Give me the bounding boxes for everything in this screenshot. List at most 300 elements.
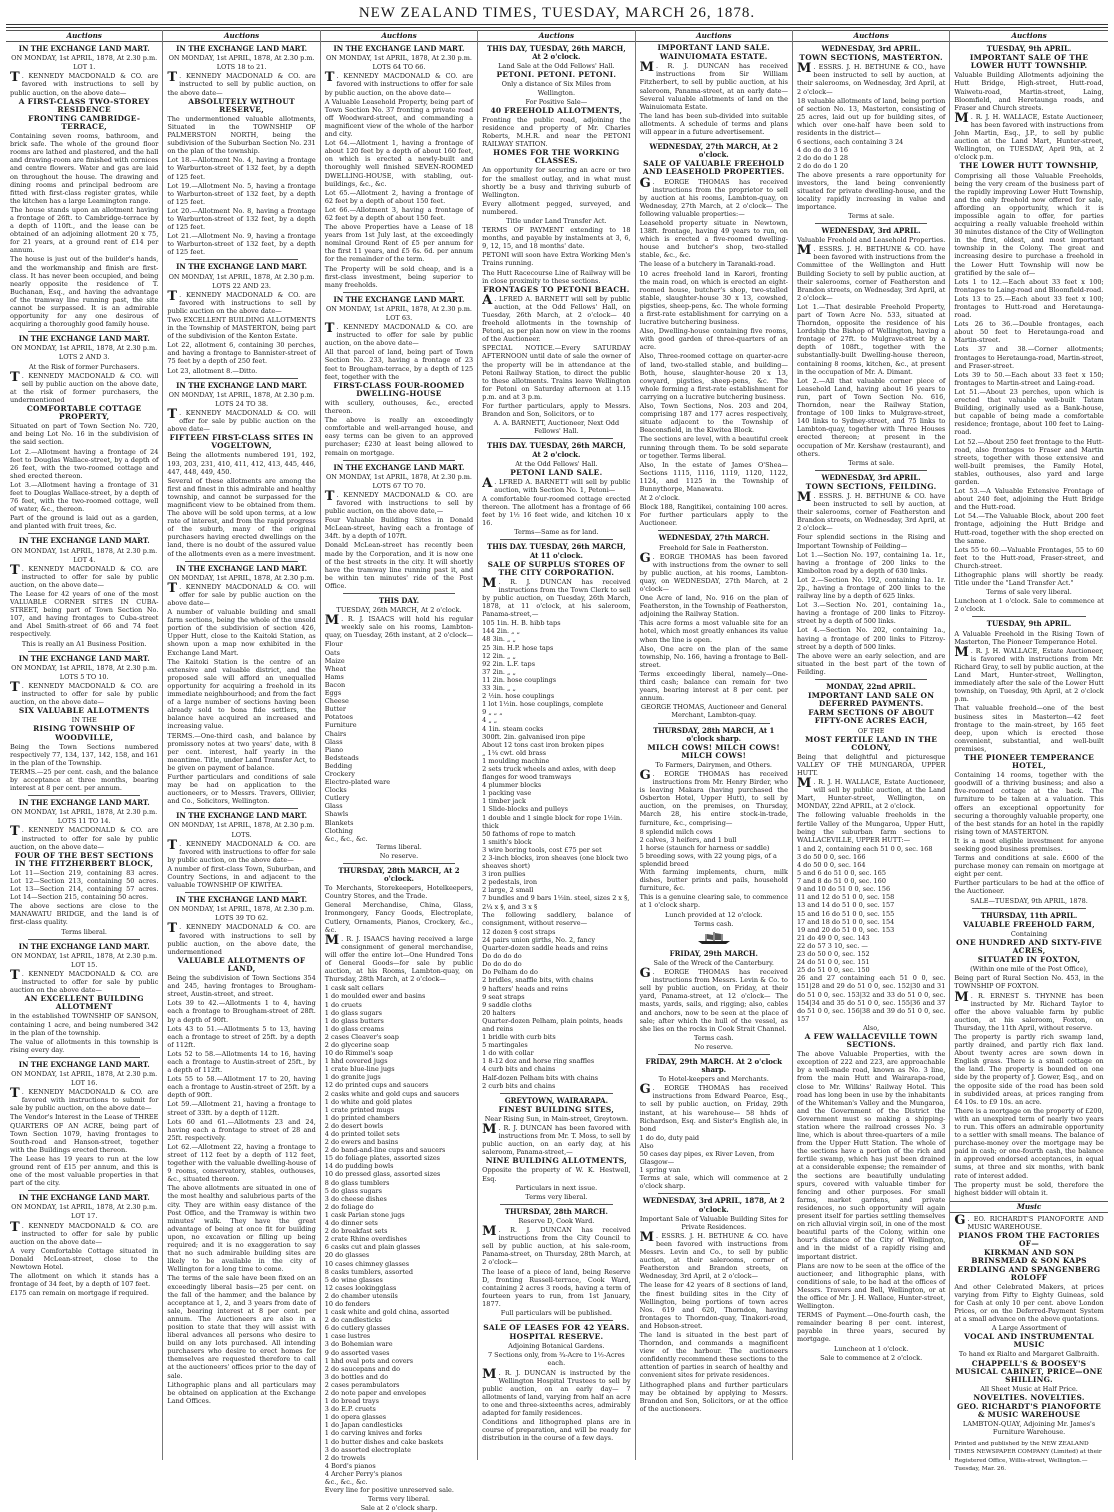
lot-table — [797, 845, 945, 975]
body-text: Lots 60 and 61.—Allotments 23 and 24, having each a frontage to street of 28 and 25ft. respectively. — [167, 1117, 316, 1142]
list-item: 6 do cutlery glasses — [324, 1324, 391, 1333]
advert-opening: T . KENNEDY MACDONALD & CO. are favored with instructions to offer for sale by public auction, on the above date— — [167, 837, 316, 864]
advert-heading: IN THE EXCHANGE LAND MART. — [18, 1193, 150, 1203]
body-text: That valuable freehold—one of the best business sites in Masterton—42 feet frontage to the main-street, by 165 feet deep, upon which is erected those convenient, substantial, and well-built premises, — [954, 704, 1104, 753]
display-heading: HOSPITAL RESERVE. — [509, 1332, 604, 1342]
advert-opening: M . R. J. ISAACS having received a large consignment of general merchandise, will offer the entire lot—One Hundred Tons of General Goods—for sale by public auction, at his Rooms, Lambton-quay, on Thursday, 28th March, at 2 o'clock— — [324, 932, 474, 984]
centered-line: LOT 4. — [73, 555, 96, 564]
advert-heading: IN THE EXCHANGE LAND MART. — [18, 653, 150, 663]
list-item: 7 bundles and 9 bars 1½in. steel, sizes 2 x §, 2¼ x §, and 3 x § — [482, 894, 630, 911]
divider — [185, 259, 297, 260]
body-text: Lot 23, allotment 8.—Ditto. — [167, 366, 258, 375]
centered-line: Terms at sale. — [848, 458, 895, 467]
body-text: Lot 2.—Allotment having a frontage of 24 feet to Douglas Wallace-street, by a depth of 26 feet, with the two-roomed cottage and shed erected thereon. — [10, 447, 159, 480]
divider — [658, 1193, 770, 1194]
centered-line: SALE—TUESDAY, 9th APRIL, 1878. — [970, 896, 1088, 905]
advert-opening: A . LFRED A. BARNETT will sell by public auction, at the Odd Fellows' Hall, on Tuesday, 26th March, at 2 o'clock— 40 freehold allotments in the township of Petoni, as per plan now on view in the rooms of the Auctioneer. — [482, 292, 631, 344]
body-text: The Kaitoki Station is the centre of an extensive and valuable district, and the proposed sale will afford an unequalled opportunity for acquiring a freehold in its immediate neighbourhood; and from the fact of a large number of sections having been already sold to bona fide settlers, the balance have acquired an increased and increasing value. — [167, 657, 316, 731]
centered-line: Only a distance of Six Miles from Wellington. — [501, 80, 612, 97]
advert-heading: TUESDAY, 9th APRIL. — [986, 619, 1072, 629]
body-text: The allotment on which it stands has a frontage of 34 feet, by a depth of 107 feet. — [10, 1272, 159, 1289]
table-row: 4 do do do 3 16 — [796, 146, 849, 155]
list-item: About 12 tons cast iron broken pipes — [482, 740, 604, 749]
drop-cap: M — [954, 644, 969, 660]
body-text: Lot 4.—Section No. 202, containing 1a., having a frontage of 200 links to Fitzroy-street by a depth of 500 links. — [796, 626, 946, 651]
centered-line: To hand ex Rialto and Margaret Galbraith. — [958, 1350, 1100, 1359]
drop-cap: T — [10, 967, 20, 983]
list-item: 15 do foliage plates, assorted sizes — [324, 1154, 441, 1163]
list-item: 2 do trowels — [324, 1453, 366, 1462]
advert-heading: MONDAY, 22nd APRIL. — [826, 682, 916, 692]
list-item: Flour — [324, 640, 343, 649]
list-item: 9 saddle cloths — [482, 1000, 532, 1009]
centered-line: LOT 17. — [71, 1212, 98, 1221]
drop-cap: G — [639, 550, 651, 566]
display-heading: 40 FREEHOLD ALLOTMENTS, — [490, 105, 623, 115]
body-text: The land is situated in the best part of Thorndon, and commands a magnificent view of the harbour. The auctioneers confidently recommend these sections to the attention of parties in search of healthy and convenient sites for private residences. — [639, 1330, 788, 1380]
centered-line: LOT 63. — [385, 314, 413, 322]
display-heading: SALE OF SURPLUS STORES OF THE CITY CORPORATION. — [487, 559, 626, 577]
display-heading: FOUR OF THE BEST SECTIONS IN THE FITZHERBERT BLOCK, — [14, 850, 154, 868]
centered-line: LOTS 11 TO 14. — [57, 817, 111, 826]
centered-line: IN THE — [71, 716, 97, 725]
centered-line: ON MONDAY, 1st APRIL, 1878, At 2.30 p.m. — [11, 546, 158, 555]
list-item: 9 „ „ „ — [482, 708, 503, 717]
body-text: TERMS.—25 per cent. cash, and the balance by acceptance at three months, bearing interest at 8 per cent. per annum. — [10, 767, 159, 793]
display-heading: COMFORTABLE COTTAGE PROPERTY, — [26, 404, 142, 422]
divider — [972, 908, 1085, 909]
advert-heading: IN THE EXCHANGE LAND MART. — [176, 811, 308, 821]
advert-heading: IN THE EXCHANGE LAND MART. — [18, 798, 150, 808]
body-text: Lot 53.—A Valuable Extensive Frontage of about 240 feet, adjoining the Hutt Bridge and the Hutt-road. — [954, 487, 1104, 512]
body-text: The above Properties have a Lease of 18 years from 1st July last, at the exceedingly nominal Ground Rent of £5 per annum for the first 11 years, and £5 6s. 6d. per annum for the remainder of the term. — [324, 223, 474, 264]
centered-line: Lunch provided at 12 o'clock. — [664, 910, 763, 919]
advert-heading: THIS DAY. TUESDAY, 26th MARCH, At 2 o'clock. — [487, 441, 626, 459]
body-text: with scullery, outhouses, &c., erected thereon. — [324, 398, 474, 416]
advert-opening: T . KENNEDY MACDONALD & CO. will offer for sale by public auction on the above date— — [167, 406, 316, 434]
list-item: Hams — [324, 672, 344, 681]
list-item: 10 do pressed glass, assorted sizes — [324, 1170, 441, 1179]
list-item: 10 do Rimmel's soap — [324, 1049, 393, 1058]
centered-line: LAMBTON-QUAY, Adjoining Mr. James's Furniture Warehouse. — [962, 1420, 1096, 1437]
column-7 — [950, 30, 1107, 1472]
advert-heading: WEDNESDAY, 27th MARCH. — [658, 533, 769, 543]
body-text: The following saddlery, balance of consignment, without reserve— — [482, 910, 631, 927]
display-heading: SIX VALUABLE ALLOTMENTS — [18, 706, 150, 716]
advert-opening: M . R. J. DUNCAN has received instructions from the Town Clerk to sell by public auction, on Tuesday, 26th March, 1878, at 11 o'clock, at his saleroom, Panama-street,— — [482, 575, 631, 619]
centered-line: ON MONDAY, 1st APRIL, 1878, At 2.30 p.m. — [11, 951, 158, 960]
display-heading: TOWN SECTIONS, MASTERTON. — [799, 53, 943, 63]
centered-line: LOTS 39 TO 62. — [215, 914, 269, 923]
advert-heading: THIS DAY, TUESDAY, 26th MARCH, At 2 o'clock. — [487, 44, 626, 62]
table-row: 11 and 12 do 51 0 0, sec. 158 — [796, 893, 895, 902]
body-text: Also, Three-roomed cottage on quarter-acre of land, two-stalled stable, and building—Both, house, slaughter-house 20 x 13, cowyard, pigsties, sheep-pens, &c. The whole forming a first-rate establishment for carrying on a lucrative butchering business. — [639, 352, 788, 401]
drop-cap: M — [324, 613, 340, 629]
list-item: 2 pedestals, iron — [482, 878, 538, 887]
masthead-title: NEW ZEALAND TIMES, TUESDAY, MARCH 26, 1878. — [358, 5, 756, 21]
advert-opening: T . KENNEDY MACDONALD & CO. will offer for sale by public auction on the above date— — [167, 580, 316, 607]
body-text: This is a genuine clearing sale, to commence at 1 o'clock sharp. — [639, 893, 788, 910]
list-item: 12 do printed cups and saucers — [324, 1081, 429, 1090]
divider — [28, 795, 140, 796]
list-item: 2 crate Rhine overdishes — [324, 1235, 407, 1244]
body-text: Lot 20.—Allotment No. 8, having a frontage to Warburton-street of 132 feet, by a depth of 125 feet. — [167, 206, 316, 232]
drop-cap: A — [482, 292, 493, 308]
body-text: Donald McLean-street has recently been made by the Corporation, and it is now one of the best streets in the city. It will shortly have the tramway line running past it, and be within ten minutes' ride of the Post Office. — [324, 541, 474, 590]
list-item: 25 3in. H.P. hose taps — [482, 643, 554, 652]
centered-line: Terms liberal. — [376, 842, 422, 851]
advert-opening: T . KENNEDY MACDONALD & CO. will sell by public auction on the above date, at the risk of former purchasers, the undermentioned — [10, 369, 159, 404]
drop-cap: G — [954, 1212, 966, 1228]
body-text: PETONI will soon have Extra Working Men's Trains running. — [482, 251, 631, 268]
centered-line: ON MONDAY, 1st APRIL, 1878, At 2.30 p.m. — [11, 1069, 158, 1078]
column-3 — [321, 30, 478, 1512]
advert-opening: M . R. J. DUNCAN has been favored with instructions from Mr. T. Moss, to sell by public auction, on an early day, at his saleroom, Panama-street,— — [482, 1122, 631, 1157]
list-item: 33 3in. „ „ — [482, 684, 516, 693]
body-text: It is a most eligible investment for anyone seeking good business premises. — [954, 836, 1104, 853]
display-heading: NINE BUILDING ALLOTMENTS, — [485, 1156, 628, 1166]
body-text: General Merchandise, China, Glass, Ironmongery, Fancy Goods, Electroplate, Cutlery, Ornaments, Pianos, Crockery, &c., &c. — [324, 901, 474, 934]
advert-opening: T . KENNEDY MACDONALD & CO. are instructed to offer for sale by public auction, on the above date— — [10, 824, 159, 851]
advert-heading: IN THE EXCHANGE LAND MART. — [333, 294, 465, 304]
body-text: Terms exceedingly liberal, namely—One-third cash; balance can remain for two years, bearing interest at 8 per cent. per annum. — [639, 669, 788, 703]
drop-cap: M — [796, 489, 812, 505]
centered-line: Adjoining Botanical Gardens. — [508, 1342, 605, 1351]
body-text: Lots 55 to 60.—Valuable Frontages, 55 to 60 feet to the Hutt-road, Fraser-street, and Church-street. — [954, 545, 1104, 570]
body-text: Lot 1.—Section No. 197, containing 1a. 1r., having a frontage of 200 links to the Kimbolton road by a depth of 630 links. — [796, 550, 946, 575]
body-text: Two EXCELLENT BUILDING ALLOTMENTS in the Township of MASTERTON, being part of the subdivision of the Kenton Estate. — [167, 316, 316, 341]
display-heading: GEO. RICHARDT'S PIANOFORTE & MUSIC WAREHOUSE — [956, 1402, 1102, 1420]
body-text: Several of these allotments are among the first and finest in this admirable and healthy township, and cannot be surpassed for the magnificent view to be obtained from them. The above will be sold upon terms, at a low rate of interest, and from the rapid progress of the suburb, many of the original purchasers having erected dwellings on the land, there is no doubt of the assured value of the allotments even as a mere investment. — [167, 476, 316, 558]
body-text: The above allotments are situated in one of the most healthy and salubrious parts of the city. They are within easy distance of the Post Office, and the Tramway is within two minutes' walk. They have the great advantage of being at once fit for building upon, no excavation or filling up being required; and it is no exaggeration to say that no such admirable building sites are likely to be available in the city of Wellington for a long time to come. — [167, 1184, 316, 1274]
list-item: Do do do do — [482, 960, 522, 969]
divider — [185, 892, 297, 893]
advert-heading: WEDNESDAY, 27th MARCH, At 2 o'clock. — [649, 142, 779, 160]
body-text: The above Valuable Properties, with the exception of 222 and 223, are approachable by a well-made road, known as No. 3 line, from the main Hutt and Wairarapa-road, close to Mr. Wilkins' Railway Hotel. This road has long been in use by the inhabitants of the Whiteman's Valley and the Mungaroa, and the Government of the District the Government must so making a shipping-station where the railroad crosses No. 3 line, which is about three-quarters of a mile from the Upper Hutt Station. The whole of the sections have a portion of the rich and fertile swamp, which has just been drained at a considerable expense; the remainder of the sections are beautifully undulating spurs, covered with valuable timber for fencing and other purposes. For small farms, market gardens, and private residences, no such opportunity will again present itself for parties settling themselves on rich alluvial virgin soil, in one of the most beautiful parts of the Colony, within one hour's distance of the City of Wellington, and in the midst of a rapidly rising and important district. — [796, 1050, 946, 1261]
list-item: 8 casks tumblers, assorted — [324, 1267, 413, 1276]
drop-cap: T — [10, 369, 20, 385]
table-row: 9 and 10 do 51 0 0, sec. 156 — [796, 885, 891, 894]
list-item: 10 cases chimney glasses — [324, 1259, 410, 1268]
centered-line: At the Risk of former Purchasers. — [29, 362, 140, 371]
centered-line: LOTS 22 AND 23. — [212, 281, 271, 290]
drop-cap: M — [482, 1122, 497, 1137]
centered-line: (Within one mile of the Post Office), — [970, 965, 1088, 974]
section-heading: Auctions — [950, 30, 1107, 42]
drop-cap: G — [639, 1082, 651, 1098]
advert-opening: M . R. J. DUNCAN is instructed by the Wellington Hospital Trustees to sell by public auction, on an early day— 7 allotments of land, varying from half an acre to one and three-sixteenths acres, admirably adapted for family residences. — [482, 1366, 631, 1417]
item-list — [482, 928, 630, 1090]
section-heading: Auctions — [478, 30, 634, 42]
divider — [343, 593, 455, 594]
body-text: Further particulars and conditions of sale may be had on application to the auctioneers, or to Messrs. Travers, Ollivier, and Co., Solicitors, Wellington. — [167, 772, 316, 806]
body-text: The undermentioned valuable allotments, Situated in the TOWNSHIP OF PALMERSTON NORTH, being the subdivision of the Suburban Section No. 231 on the plan of the township. — [167, 114, 316, 156]
divider — [815, 223, 927, 224]
body-text: Lots 13 to 25.—Each about 33 feet x 100; frontages to Hutt-road and Heretaunga-road. — [954, 294, 1104, 320]
display-heading: WAINUIOMATA ESTATE. — [659, 52, 768, 62]
advert-opening: M . ESSRS. J. H. BETHUNE & CO. have been favored with instructions from Messrs. Levin and Co., to sell by public auction, at their salerooms, corner of Featherston and Brandon streets, on Wednesday, 3rd April, at 2 o'clock— — [639, 1229, 788, 1281]
display-heading: SITUATED IN FOXTON, — [977, 955, 1081, 965]
centered-line: ON MONDAY, 1st APRIL, 1878, At 2.30 p.m. — [168, 54, 315, 63]
list-item: 2 do breakfast sets — [324, 1227, 388, 1236]
body-text: The sections are level, with a beautiful creek running through them. To be sold separate or together. Terms liberal. — [639, 435, 788, 460]
list-item: &c., &c., &c. — [324, 1478, 368, 1487]
centered-line: Title under Land Transfer Act. — [506, 216, 607, 225]
item-list — [325, 640, 473, 842]
list-item: 9 seat straps — [482, 992, 525, 1001]
centered-line: LOTS. — [231, 830, 252, 839]
display-heading: FRONTING CAMBRIDGE-TERRACE, — [28, 113, 141, 131]
display-heading: FIFTEEN FIRST-CLASS SITES IN VOGELTOWN, — [169, 433, 314, 451]
body-text: For further particulars, apply to Messrs. Brandon and Son, Solicitors, or to — [482, 402, 631, 419]
display-heading: KIRKMAN AND SON BRINSMEAD & SON KAPS ERDLAING AND SPANGENBERG ROLOFF — [957, 1248, 1101, 1282]
drop-cap: M — [639, 60, 654, 76]
body-text: With farming implements, churn, milk dishes, butter prints and pails, household furniture, &c. — [639, 868, 788, 893]
centered-line: GEORGE THOMAS, Auctioneer and General Merchant, Lambton-quay. — [640, 703, 787, 720]
centered-line: To Hotel-keepers and Merchants. — [658, 1075, 769, 1084]
list-item: 1 cask salt cellars — [324, 984, 384, 993]
advert-heading: IN THE EXCHANGE LAND MART. — [333, 44, 465, 54]
list-item: 3 do cheese dishes — [324, 1194, 387, 1203]
body-text: 10 acres freehold land in Karori, fronting the main road, on which is erected an eight-roomed house, butcher's shop, two-stalled stable, slaughter-house 30 x 13, cowshed, pigsties, sheep-pens, &c. The whole forming a first-rate establishment for carrying on a lucrative butchering business. — [639, 269, 788, 327]
ship-icon — [640, 931, 788, 947]
divider — [185, 378, 297, 379]
centered-line: ON MONDAY, 1st APRIL, 1878, At 2.30 p.m. — [168, 905, 315, 914]
table-row: 24 do 51 0 0, sec. 151 — [796, 958, 870, 967]
drop-cap: T — [10, 824, 20, 840]
display-heading: IMPORTANT SALE OF THE LOWER HUTT TOWNSHIP. — [969, 53, 1089, 71]
drop-cap: T — [167, 406, 178, 422]
advert-opening: T . KENNEDY MACDONALD & CO. are favored with instructions to submit for sale by public auction, on the above date— — [10, 1086, 159, 1113]
list-item: 2 do glycerine soap — [324, 1040, 390, 1049]
centered-line: LOTS 18 to 21. — [216, 63, 267, 72]
list-item: 4 Archer Perry's pianos — [324, 1469, 403, 1478]
table-row: 7 and 8 do 51 0 0, sec. 160 — [796, 877, 886, 886]
body-text: Comprising all those Valuable Freeholds, being the very cream of the business part of the rapidly improving Lower Hutt Township, and the only freehold now offered for sale, affording an opportunity, which it is impossible again to offer, for parties acquiring a really valuable freehold within 30 minutes distance of the City of Wellington in the first, oldest, and most important township in the Colony. The great and increasing desire to purchase a freehold in the Lower Hutt Township will now be gratified by the sale of— — [954, 171, 1104, 277]
body-text: Lithographic plans will shortly be ready. Title under the "Land Transfer Act." — [954, 571, 1104, 588]
body-text: A Valuable Freehold in the Rising Town of Masterton, The Pioneer Temperance Hotel. — [954, 629, 1104, 646]
list-item: 3 do Bohemian ware — [324, 1340, 393, 1349]
drop-cap: T — [324, 321, 335, 337]
imprint: Printed and published by the NEW ZEALAND TIMES NEWSPAPER COMPANY (Limited) at their Registered Office, Willis-street, Wellington.—Tuesday, Mar. 26. — [954, 1441, 1102, 1472]
centered-line: ON MONDAY, 1st APRIL, 1878, At 2.30 p.m. — [168, 272, 315, 281]
body-text: Lot 2.—Section No. 192, containing 1a. 1r. 2p., having a frontage of 200 links to the railway line by a depth of 625 links. — [796, 575, 946, 601]
advert-opening: G . EORGE THOMAS has received instructions from Edward Pearce, Esq., to sell by public auction, on Friday, 29th instant, at his warehouse— 58 hhds of Richardson, Esq. and Sister's English ale, in bond — [639, 1082, 788, 1133]
list-item: Half-dozen Pelham bits with chains — [482, 1073, 599, 1082]
centered-line: Terms liberal. — [61, 927, 108, 936]
list-item: 1 do glass butters — [324, 1016, 384, 1025]
body-text: Being the subdivision of Town Sections 354 and 245, having frontages to Brougham-street, Austin-street, and street. — [167, 974, 316, 999]
divider — [658, 723, 770, 724]
list-item: 1 do cruets — [324, 1000, 362, 1009]
display-heading: A FEW WALLACEVILLE TOWN SECTIONS. — [804, 1031, 938, 1050]
divider — [28, 1190, 140, 1191]
advert-heading: WEDNESDAY, 3rd APRIL, 1878, At 2 o'clock. — [642, 1196, 785, 1214]
columns-container — [6, 30, 1108, 1512]
lot-table — [797, 138, 945, 170]
list-item: Electro-plated ware — [324, 778, 391, 787]
divider — [343, 292, 455, 293]
body-text: Being the allotments numbered 191, 192, 193, 203, 231, 410, 411, 412, 413, 445, 446, 447, 448, 449, 450. — [167, 451, 316, 476]
centered-line: ON MONDAY, 1st APRIL, 1878, At 2.30 p.m. — [11, 663, 158, 672]
body-text: Fronting the public road, adjoining the residence and property of Mr. Charles Roberts, M.H.R. and near the PETONI RAILWAY STATION. — [482, 115, 631, 149]
body-text: An opportunity for securing an acre or two for the smallest outlay, and in what must shortly be a busy and thriving suburb of Wellington. — [482, 166, 631, 199]
list-item: Cutlery — [324, 794, 350, 803]
table-row: 23 do 50 0 0, sec. 152 — [796, 950, 870, 959]
list-item: 2 do desert bowls — [324, 1121, 384, 1130]
display-heading: SALE OF VALUABLE FREEHOLD AND LEASEHOLD PROPERTIES. — [642, 159, 785, 177]
body-text: The terms of the sale have been fixed on an exceedingly liberal basis—25 per cent. on the fall of the hammer, and the balance by acceptance at 1, 2, and 3 years from date of sale, bearing interest at 8 per cent. per annum. The Auctioneers are also in a position to state that they will assist with liberal advances all persons who desire to build on any lots purchased. All intending purchasers who desire to erect homes for themselves are requested therefore to call at the auctioneers' offices prior to the day of sale. — [167, 1274, 316, 1380]
list-item: 20 halters — [482, 1008, 516, 1017]
body-text: This acre forms a most valuable site for an hotel, which most greatly enhances its value when the line is open. — [639, 619, 788, 644]
body-text: Being the Town Sections numbered respectively 77, 134, 137, 142, 158, and 161 in the plan of the Township. — [10, 742, 159, 767]
centered-line: No reserve. — [379, 851, 419, 860]
list-item: 4 do dinner sets — [324, 1219, 378, 1228]
body-text: The Lease has 19 years to run at the low ground rent of £15 per annum, and this is one of the most valuable properties in that part of the city. — [10, 1154, 159, 1188]
list-item: 4 Bord's pianos — [324, 1461, 376, 1470]
body-text: Every line for positive unreserved sale. — [324, 1486, 454, 1495]
list-item: 92 2in. L.F. taps — [482, 659, 536, 668]
body-text: SPECIAL NOTICE.—Every SATURDAY AFTERNOON until date of sale the owner of the property will be in attendance at the Petoni Railway Station, to direct the public to these allotments. Trains leave Wellington for Petoni on Saturday afternoon at 1.15 p.m. and at 3 p.m. — [482, 344, 631, 401]
body-text: Being that delightful and picturesque VALLEY OF THE MUNGAROA, UPPER HUTT. — [796, 752, 946, 777]
advert-opening: M . R. J. H. WALLACE, Estate Auctioneer, is favored with instructions from Mr. Richard Gray, to sell by public auction, at the Land Mart, Hunter-street, Wellington, immediately after the sale of the Lower Hutt township, on Tuesday, 9th April, at 2 o'clock p.m. — [954, 644, 1104, 704]
list-item: 1 horse (staunch for harness or saddle) — [639, 843, 770, 852]
list-item: „ 1¼ cwt. old brass — [482, 748, 547, 757]
advert-heading: THURSDAY, 11th APRIL. — [980, 910, 1078, 920]
body-text: Also, Dwelling-house containing five rooms, with good garden of three-quarters of an acre. — [639, 327, 788, 352]
list-item: Bedding — [324, 761, 353, 770]
advert-heading: THIS DAY. — [378, 596, 420, 605]
list-item: 1 bridle with curb bits — [482, 1033, 556, 1042]
body-text: Lot 51.—About 23 perches, upon which is erected that valuable well-built Tatam Building, originally used as a Bank-house, but capable of being made a comfortable residence; frontage, about 100 feet to Laing-road. — [954, 387, 1104, 437]
item-list — [482, 619, 630, 910]
drop-cap: M — [324, 932, 340, 948]
centered-line: Terms cash. — [694, 1033, 734, 1042]
centered-line: Important Sale of Valuable Building Sites for Private Residences. — [639, 1214, 788, 1231]
body-text: TERMS.—One-third cash, and balance by promissory notes at two years' date, with 8 per cent. interest, half yearly in the meantime. Title, under Land Transfer Act, to be given on payment of balance. — [167, 731, 316, 772]
body-text: The above were an early selection, and are situated in the best part of the town of Feilding. — [796, 651, 946, 676]
advert-opening: A . LFRED A. BARNETT will sell by public auction, with Section No. 1, Petoni— — [482, 475, 631, 494]
body-text: At 2 o'clock. — [639, 494, 681, 503]
list-item: 50 cases day pipes, ex River Leven, from Glasgow— — [639, 1150, 775, 1167]
body-text: Lot 62.—Allotment 22, having a frontage to street of 112 feet by a depth of 112 feet, together with the valuable dwelling-house of 9 rooms, conservatory, stables, outhouses, &c., situated thereon. — [167, 1142, 316, 1184]
display-heading: PETONI. PETONI. PETONI. — [496, 70, 617, 80]
body-text: Lots 37 and 38.—Corner allotments; frontages to Heretaunga-road, Martin-street, and Fraser-street. — [954, 345, 1104, 370]
list-item: Clothing — [324, 826, 353, 835]
body-text: Luncheon at 1 o'clock. Sale to commence at 2 o'clock. — [954, 597, 1104, 614]
divider — [658, 1054, 770, 1055]
divider — [28, 1057, 140, 1058]
centered-line: A. A. BARNETT, Auctioneer, Next Odd Fellows' Hall. — [493, 419, 620, 436]
advert-heading: WEDNESDAY, 3rd APRIL. — [821, 226, 921, 236]
list-item: 6 casks cut and plain glasses — [324, 1243, 421, 1252]
display-heading: THE PIONEER TEMPERANCE HOTEL, — [963, 752, 1095, 771]
list-item: 1 Slide-blocks and pulleys — [482, 805, 568, 814]
body-text: Lot 2.—All that valuable corner piece of Leasehold Land, having about 16 years to run, part of Town Section No. 616, Thorndon, near the Railway Station, frontage of 100 links to Mulgrave-street, 140 links to Sydney-street, and 75 links to Lambton-quay, together with Three Houses erected thereon; at present in the occupation of Mr. Kershaw (restaurant), and others. — [796, 376, 946, 458]
display-heading: NOVELTIES. NOVELTIES. — [973, 1392, 1085, 1402]
drop-cap: T — [167, 288, 178, 304]
list-item: Quarter-dozen saddle heads and reins — [482, 944, 608, 953]
list-item: Oats — [324, 648, 340, 657]
table-row: 19 and 20 do 51 0 0, sec. 153 — [796, 925, 895, 934]
advert-heading: THURSDAY, 28th MARCH. — [504, 1206, 608, 1216]
body-text: Leasehold property situate in Newtown, 138ft. frontage, having 49 years to run, on which is erected a five-roomed dwelling-house and butcher's shop, two-stalled stable, &c., &c. — [639, 218, 788, 260]
centered-line: ON MONDAY, 1st APRIL, 1878, At 2.30 p.m. — [168, 573, 315, 582]
display-heading: MILCH COWS! MILCH COWS! MILCH COWS! — [647, 742, 780, 760]
table-row: 2 do do do 1 20 — [796, 162, 849, 171]
table-row: 6 sections, each containing 3 24 — [796, 138, 904, 147]
drop-cap: T — [10, 562, 20, 578]
list-item: 2 do ewers and basins — [324, 1138, 399, 1147]
display-heading: AN EXCELLENT BUILDING ALLOTMENT — [24, 994, 144, 1012]
advert-heading: FRIDAY, 29th MARCH. At 2 o'clock sharp. — [645, 1056, 783, 1075]
list-item: 1 crate blue-line jugs — [324, 1065, 395, 1074]
body-text: Valuable Building Allotments adjoining the Hutt Bridge, High-street, Hutt-road, Waiwetu-road, Martin-street, Laing, Bloomfield, and Heretaunga roads, and Fraser and Church streets. — [954, 71, 1104, 112]
divider — [500, 539, 612, 540]
advert-opening: M . R. J. ISAACS will hold his regular weekly sale on his rooms, Lambton-quay, on Tuesday, 26th instant, at 2 o'clock— — [324, 613, 474, 640]
list-item: 20 do glasses — [324, 1251, 370, 1260]
list-item: Butter — [324, 705, 346, 714]
list-item: 4 do printed toilet sets — [324, 1130, 400, 1138]
list-item: 2 do note paper and envelopes — [324, 1389, 427, 1397]
body-text: Situated on part of Town Section No. 720, and being Lot No. 16 in the subdivision of the said section. — [10, 422, 159, 447]
list-item: 1 do do, duty paid — [639, 1133, 700, 1142]
drop-cap: T — [167, 580, 178, 596]
centered-line: ON MONDAY, 1st APRIL, 1878, At 2.30 p.m. — [325, 304, 472, 313]
item-list — [640, 828, 788, 868]
list-item: 1 do glass creams — [324, 1024, 384, 1033]
drop-cap: M — [482, 1366, 497, 1382]
body-text: Terms and conditions at sale. £600 of the purchase money can remain on mortgage at eight per cent. — [954, 854, 1104, 879]
list-item: Blankets — [324, 818, 354, 827]
column-4 — [478, 30, 635, 1460]
advert-heading: IN THE EXCHANGE LAND MART. — [333, 462, 465, 472]
centered-line: LOTS 67 TO 70. — [372, 481, 426, 490]
table-row: 25 do 51 0 0, sec. 150 — [796, 966, 870, 975]
drop-cap: M — [796, 243, 812, 259]
body-text: Lot 59.—Allotment 21, having a frontage to street of 33ft. by a depth of 112ft. — [167, 1100, 316, 1117]
drop-cap: M — [954, 110, 969, 126]
body-text: Lot 52.—About 250 feet frontage to the Hutt-road, also frontages to Fraser and Martin streets, together with those extensive and well-built premises, the Family Hotel, stables, outhouses, also yard and large garden. — [954, 437, 1104, 486]
masthead — [0, 0, 1114, 26]
music-section-heading: Music — [950, 1201, 1107, 1213]
list-item: 9 hafters' heads and reins — [482, 984, 568, 993]
centered-line: Terms very liberal. — [525, 1192, 588, 1201]
body-text: Four splendid sections in the Rising and Important Township of Feilding— — [796, 533, 946, 550]
display-heading: MOST FERTILE LAND IN THE COLONY, — [805, 734, 938, 752]
section-heading: Auctions — [636, 30, 792, 42]
list-item: 1 do moulded ewer and basins — [324, 992, 426, 1001]
display-heading: IMPORTANT LAND SALE. — [657, 43, 770, 53]
list-item: 4 „ „ — [482, 716, 498, 725]
list-item: Bedsteads — [324, 753, 359, 762]
advert-opening: T . KENNEDY MACDONALD & CO. are favored with instructions to sell by public auction on the above date— — [167, 288, 316, 315]
body-text: Lot 22, allotment 6, containing 30 perches, and having a frontage to Bannister-street of 75 feet by a depth of 250 feet. — [167, 341, 316, 366]
advert-opening: M . R. J. H. WALLACE, Estate Auctioneer, will sell by public auction, at the Land Mart, Hunter-street, Wellington, on MONDAY, 22nd APRIL, at 2 o'clock. — [796, 776, 946, 811]
centered-line: Terms—Same as for land. — [514, 528, 599, 537]
list-item: &c., &c., &c. — [324, 834, 368, 843]
body-text: Lots 39 to 42.—Allotments 1 to 4, having each a frontage to Brougham-street of 28ft. by a depth of 90ft. — [167, 999, 316, 1024]
list-item: Potatoes — [324, 713, 353, 722]
body-text: Lot 64.—Allotment 1, having a frontage of about 120 feet by a depth of about 160 feet, on which is erected a newly-built and thoroughly well finished SEVEN-ROOMED DWELLING-HOUSE, with stabling, out-buildings, &c., &c. — [324, 139, 474, 188]
body-text: Lot 21.—Allotment No. 9, having a frontage to Warburton-street of 132 feet, by a depth of 125 feet. — [167, 232, 316, 257]
body-text: TERMS OF PAYMENT extending to 18 months, and payable by instalments at 3, 6, 9, 12, 15, and 18 months' date. — [482, 226, 631, 251]
display-heading: VALUABLE ALLOTMENTS OF LAND, — [177, 955, 306, 973]
list-item: 9 do assorted vases — [324, 1348, 390, 1357]
body-text: TERMS of Payment.—One-fourth cash, the remainder bearing 8 per cent. interest, payable in three years, secured by mortgage. — [796, 1311, 946, 1344]
advert-opening: T . KENNEDY MACDONALD & CO. are instructed to offer for sale by public auction, on the above date— — [10, 679, 159, 707]
centered-line: At the Odd Fellows' Hall. — [515, 459, 598, 468]
